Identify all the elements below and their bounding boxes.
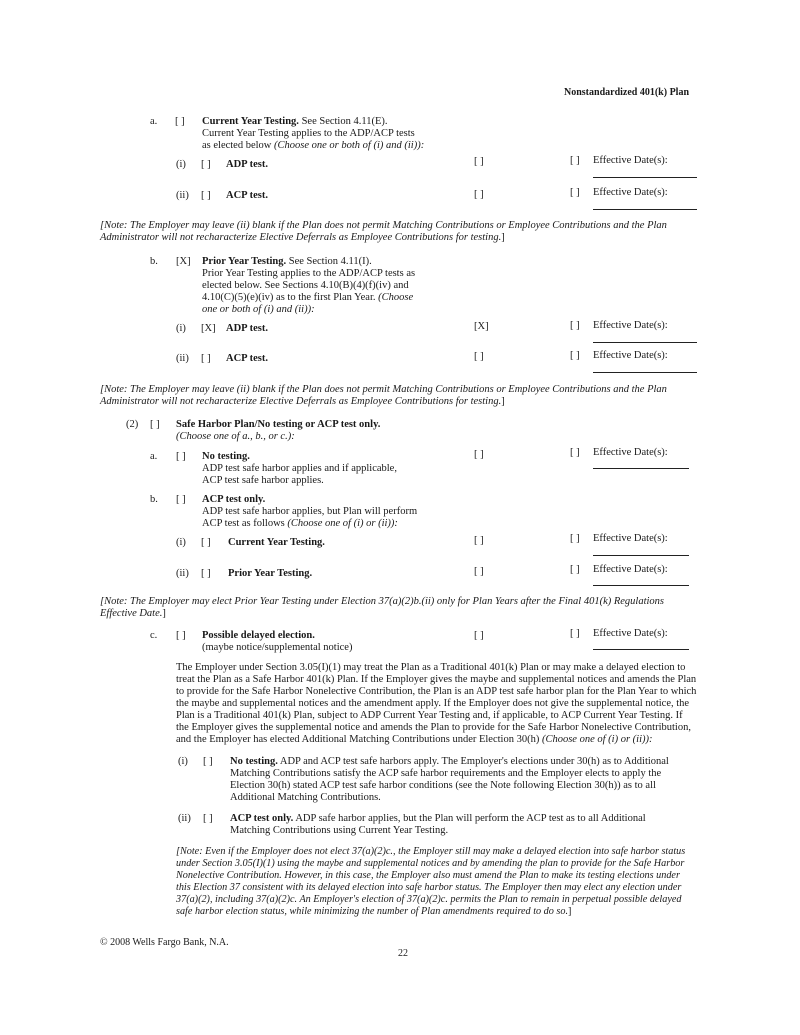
body-paragraph-line: treat the Plan as a Safe Harbor 401(k) Plan. If the Employer gives the maybe and supplemental notices and amends the Plan [176, 674, 697, 685]
section-a-i-col2-checkbox[interactable]: [ ] [474, 156, 484, 167]
section-a-checkbox[interactable]: [ ] [175, 116, 185, 127]
note-2-line2: Administrator will not recharacterize Elective Deferrals as Employee Contributions for testing. [100, 396, 502, 407]
section-2b-i-effective-label: Effective Date(s): [593, 533, 668, 544]
section-2a-line: ACP test safe harbor applies. [202, 475, 324, 486]
section-2-subtitle: (Choose one of a., b., or c.): [176, 431, 295, 442]
section-a-line: Current Year Testing applies to the ADP/ACP tests [202, 128, 415, 139]
section-2b-letter: b. [150, 494, 158, 505]
section-2b-i-effective-checkbox[interactable]: [ ] [570, 533, 580, 544]
section-2c-effective-label: Effective Date(s): [593, 628, 668, 639]
note-1-line: [Note: The Employer may leave (ii) blank if the Plan does not permit Matching Contributions or Employee Contributions and the Plan [100, 220, 667, 231]
section-a-title: Current Year Testing. [202, 116, 299, 127]
section-b-ii-col2-checkbox[interactable]: [ ] [474, 351, 484, 362]
section-b-i-label: ADP test. [226, 323, 268, 334]
section-a-i-label: ADP test. [226, 159, 268, 170]
section-2b-line2a: ACP test as follows [202, 518, 288, 529]
note-3-line [100, 608, 166, 620]
note-4-line6: safe harbor election status, while minimizing the number of Plan amendments required to do so. [176, 906, 568, 917]
c-item-ii-title: ACP test only. [230, 813, 294, 824]
c-item-ii-line1: ADP safe harbor applies, but the Plan will perform the ACP test as to all Additional [293, 813, 646, 824]
body-paragraph-line [176, 734, 653, 746]
section-2b-ii-col2-checkbox[interactable]: [ ] [474, 566, 484, 577]
section-2c-checkbox[interactable]: [ ] [176, 630, 186, 641]
body-paragraph-line: to provide for the Safe Harbor Nonelective Contribution, the Plan is an ADP test safe harbor plan for the Plan Year to which [176, 686, 697, 697]
c-item-ii-line: Matching Contributions using Current Year Testing. [230, 825, 449, 836]
section-2c-subtitle: (maybe notice/supplemental notice) [202, 642, 353, 653]
section-2b-i-num: (i) [176, 537, 186, 548]
body-paragraph-line: the Employer gives the supplemental notice and amends the Plan to provide for the Safe Harbor Nonelective Contribution, [176, 722, 691, 733]
section-a-ii-num: (ii) [176, 190, 189, 201]
section-2b-ii-effective-label: Effective Date(s): [593, 564, 668, 575]
section-2-num: (2) [126, 419, 139, 430]
body-paragraph-line: The Employer under Section 3.05(I)(1) may treat the Plan as a Traditional 401(k) Plan or may make a delayed election to [176, 662, 686, 673]
section-a-letter: a. [150, 116, 158, 127]
section-b-i-col2-checkbox[interactable]: [X] [474, 321, 489, 332]
section-a-i-effective-line[interactable] [593, 177, 697, 178]
section-b-line: one or both of (i) and (ii)): [202, 304, 315, 315]
section-b-i-effective-line[interactable] [593, 342, 697, 343]
section-b-line: elected below. See Sections 4.10(B)(4)(f)(iv) and [202, 280, 409, 291]
section-2b-i-checkbox[interactable]: [ ] [201, 537, 211, 548]
section-b-letter: b. [150, 256, 158, 267]
note-4-line: this Election 37 consistent with its delayed election into safe harbor status. The Employer then may elect any election under [176, 882, 682, 893]
section-2b-ii-effective-checkbox[interactable]: [ ] [570, 564, 580, 575]
section-2b-title: ACP test only. [202, 494, 266, 505]
section-b-i-num: (i) [176, 323, 186, 334]
c-item-i-line: Matching Contributions satisfy the ACP safe harbor requirements and the Employer elects to apply the [230, 768, 662, 779]
section-a-ii-effective-line[interactable] [593, 209, 697, 210]
section-b-line3a: 4.10(C)(5)(e)(iv) as to the first Plan Year. [202, 292, 379, 303]
section-2b-checkbox[interactable]: [ ] [176, 494, 186, 505]
section-b-line: Prior Year Testing applies to the ADP/ACP tests as [202, 268, 416, 279]
note-3-line: [Note: The Employer may elect Prior Year Testing under Election 37(a)(2)b.(ii) only for Plan Years after the Final 401(k) Regulations [100, 596, 665, 607]
section-b-ref: See Section 4.11(I). [286, 256, 372, 267]
body-paragraph-line: the maybe and supplemental notices and the amendment apply. If the Employer does not give the supplemental notice, the [176, 698, 690, 709]
body-paragraph-line7a: and the Employer has elected Additional Matching Contributions under Election 30(h) [176, 734, 542, 745]
section-2a-effective-line[interactable] [593, 468, 689, 469]
section-2b-i-label: Current Year Testing. [228, 537, 325, 548]
body-paragraph-choose: (Choose one of (i) or (ii)): [541, 734, 653, 745]
section-2-title: Safe Harbor Plan/No testing or ACP test only. [176, 419, 381, 430]
section-2b-ii-checkbox[interactable]: [ ] [201, 568, 211, 579]
section-a-heading [202, 116, 388, 128]
c-item-i-title: No testing. [230, 756, 278, 767]
note-4-line [176, 906, 571, 918]
note-1-line2: Administrator will not recharacterize Elective Deferrals as Employee Contributions for testing. [100, 232, 502, 243]
section-2-checkbox[interactable]: [ ] [150, 419, 160, 430]
section-b-i-checkbox[interactable]: [X] [201, 323, 216, 334]
section-b-ii-label: ACP test. [226, 353, 268, 364]
section-2b-line: ADP test safe harbor applies, but Plan will perform [202, 506, 418, 517]
note-4-line: 37(a)(2), including 37(a)(2)c. An Employer's election of 37(a)(2)c. permits the Plan to remain in perpetual possible delayed [176, 894, 682, 905]
section-2b-ii-label: Prior Year Testing. [228, 568, 313, 579]
page-number: 22 [398, 948, 408, 959]
section-b-i-effective-label: Effective Date(s): [593, 320, 668, 331]
section-2a-title: No testing. [202, 451, 250, 462]
note-4-close: ] [568, 906, 572, 917]
footer-copyright: © 2008 Wells Fargo Bank, N.A. [100, 937, 229, 948]
note-3-line2: Effective Date. [100, 608, 163, 619]
section-b-ii-effective-checkbox[interactable]: [ ] [570, 350, 580, 361]
section-2c-letter: c. [150, 630, 158, 641]
section-2b-ii-num: (ii) [176, 568, 189, 579]
section-a-ii-col2-checkbox[interactable]: [ ] [474, 189, 484, 200]
document-header-title: Nonstandardized 401(k) Plan [564, 87, 690, 98]
section-a-i-checkbox[interactable]: [ ] [201, 159, 211, 170]
section-b-ii-num: (ii) [176, 353, 189, 364]
section-a-i-effective-checkbox[interactable]: [ ] [570, 155, 580, 166]
section-a-ii-effective-checkbox[interactable]: [ ] [570, 187, 580, 198]
section-2a-col2-checkbox[interactable]: [ ] [474, 449, 484, 460]
section-2c-effective-checkbox[interactable]: [ ] [570, 628, 580, 639]
section-2c-col2-checkbox[interactable]: [ ] [474, 630, 484, 641]
section-a-ref: See Section 4.11(E). [298, 116, 388, 127]
section-b-heading [202, 256, 372, 268]
section-b-i-effective-checkbox[interactable]: [ ] [570, 320, 580, 331]
c-item-i-line1: ADP and ACP test safe harbors apply. The Employer's elections under 30(h) as to Additional [277, 756, 669, 767]
section-a-i-effective-label: Effective Date(s): [593, 155, 668, 166]
section-2a-line: ADP test safe harbor applies and if applicable, [202, 463, 397, 474]
section-b-title: Prior Year Testing. [202, 256, 287, 267]
c-item-i-line: Additional Matching Contributions. [230, 792, 381, 803]
note-4-line: [Note: Even if the Employer does not elect 37(a)(2)c., the Employer still may make a delayed election into safe harbor status [176, 846, 686, 857]
note-3-close: ] [162, 608, 166, 619]
section-b-line [202, 292, 413, 304]
section-2b-i-effective-line[interactable] [593, 555, 689, 556]
section-2b-i-col2-checkbox[interactable]: [ ] [474, 535, 484, 546]
section-2c-effective-line[interactable] [593, 649, 689, 650]
section-b-line3b: (Choose [378, 292, 414, 303]
section-b-checkbox[interactable]: [X] [176, 256, 191, 267]
section-2a-effective-checkbox[interactable]: [ ] [570, 447, 580, 458]
section-a-line2a: as elected below [202, 140, 275, 151]
c-item-ii-checkbox[interactable]: [ ] [203, 813, 213, 824]
note-2-line: [Note: The Employer may leave (ii) blank if the Plan does not permit Matching Contributions or Employee Contributions and the Plan [100, 384, 667, 395]
section-2b-line2b: (Choose one of (i) or (ii)): [287, 518, 398, 529]
section-a-ii-label: ACP test. [226, 190, 268, 201]
section-2b-line [202, 518, 398, 530]
note-2-close: ] [501, 396, 505, 407]
note-2-line [100, 396, 505, 408]
section-a-choose: (Choose one or both of (i) and (ii)): [274, 140, 425, 151]
section-2a-checkbox[interactable]: [ ] [176, 451, 186, 462]
section-2a-letter: a. [150, 451, 158, 462]
section-a-ii-checkbox[interactable]: [ ] [201, 190, 211, 201]
section-a-i-num: (i) [176, 159, 186, 170]
note-1-close: ] [501, 232, 505, 243]
c-item-i-heading [230, 756, 669, 768]
section-2a-effective-label: Effective Date(s): [593, 447, 668, 458]
c-item-i-num: (i) [178, 756, 188, 767]
section-2c-title: Possible delayed election. [202, 630, 315, 641]
section-b-ii-effective-label: Effective Date(s): [593, 350, 668, 361]
body-paragraph-line: Plan is a Traditional 401(k) Plan, subject to ADP Current Year Testing and, if applicable, to ACP Current Year Testing. If [176, 710, 683, 721]
section-b-ii-checkbox[interactable]: [ ] [201, 353, 211, 364]
section-2b-ii-effective-line[interactable] [593, 585, 689, 586]
section-a-ii-effective-label: Effective Date(s): [593, 187, 668, 198]
c-item-ii-heading [230, 813, 646, 825]
note-4-line: under Section 3.05(I)(1) using the maybe and supplemental notices and by amending the plan to provide for the Safe Harbor [176, 858, 685, 869]
c-item-ii-num: (ii) [178, 813, 191, 824]
section-a-line [202, 140, 424, 152]
c-item-i-checkbox[interactable]: [ ] [203, 756, 213, 767]
note-4-line: Nonelective Contribution. However, in this case, the Employer also must amend the Plan to make its testing elections under [176, 870, 680, 881]
c-item-i-line: Election 30(h) stated ACP test safe harbor conditions (see the Note following Election 30(h)) as to all [230, 780, 656, 791]
note-1-line [100, 232, 505, 244]
section-b-ii-effective-line[interactable] [593, 372, 697, 373]
